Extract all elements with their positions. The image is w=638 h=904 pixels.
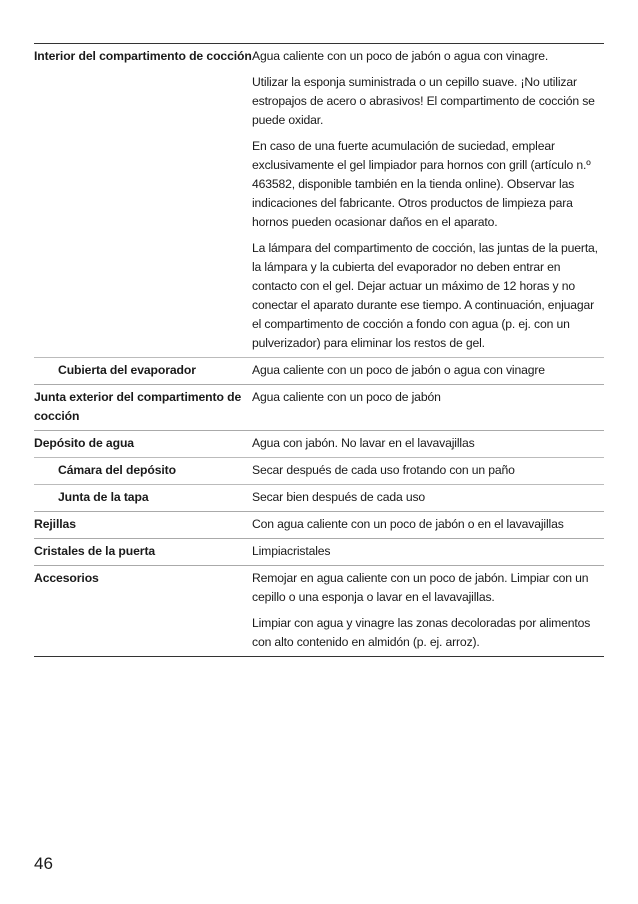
table-row (34, 484, 604, 511)
description-paragraph: Agua con jabón. No lavar en el lavavajillas (252, 436, 475, 450)
description-paragraph: En caso de una fuerte acumulación de suciedad, emplear exclusivamente el gel limpiador para hornos con grill (artículo n.º 463582, disponible también en la tienda online). Observar las indicaciones del fabricante. Otros productos de limpieza para hornos pueden ocasionar daños en el aparato. (252, 139, 591, 229)
row-label: Junta exterior del compartimento de cocción (34, 390, 242, 423)
row-label: Junta de la tapa (58, 490, 149, 504)
row-label: Cristales de la puerta (34, 544, 156, 558)
row-label: Rejillas (34, 517, 76, 531)
page-number: 46 (34, 854, 53, 873)
description-paragraph: Agua caliente con un poco de jabón o agua con vinagre (252, 363, 545, 377)
row-description (252, 388, 604, 426)
description-paragraph: Secar después de cada uso frotando con un paño (252, 463, 515, 477)
row-description (252, 542, 604, 561)
description-paragraph: Utilizar la esponja suministrada o un cepillo suave. ¡No utilizar estropajos de acero o abrasivos! El compartimento de cocción se puede oxidar. (252, 75, 595, 127)
table-row (34, 44, 604, 357)
row-description (252, 461, 604, 480)
row-description (252, 569, 604, 652)
row-label: Depósito de agua (34, 436, 134, 450)
row-label: Cámara del depósito (58, 463, 176, 477)
row-description (252, 47, 604, 353)
description-paragraph: Agua caliente con un poco de jabón o agua con vinagre. (252, 49, 549, 63)
row-description (252, 488, 604, 507)
table-row (34, 384, 604, 430)
description-paragraph: La lámpara del compartimento de cocción, las juntas de la puerta, la lámpara y la cubierta del evaporador no deben entrar en contacto con el gel. Dejar actuar un máximo de 12 horas y no conectar el aparato durante ese tiempo. A continuación, enjuagar el compartimento de cocción a fondo con agua (p. ej. con un pulverizador) para eliminar los restos de gel. (252, 241, 598, 350)
description-paragraph: Remojar en agua caliente con un poco de jabón. Limpiar con un cepillo o una esponja o lavar en el lavavajillas. (252, 571, 589, 604)
table-row (34, 357, 604, 384)
row-label: Cubierta del evaporador (58, 363, 196, 377)
table-row (34, 430, 604, 457)
table-row (34, 511, 604, 538)
description-paragraph: Limpiar con agua y vinagre las zonas decoloradas por alimentos con alto contenido en almidón (p. ej. arroz). (252, 616, 591, 649)
description-paragraph: Secar bien después de cada uso (252, 490, 426, 504)
description-paragraph: Agua caliente con un poco de jabón (252, 390, 441, 404)
row-description (252, 361, 604, 380)
row-description (252, 434, 604, 453)
row-description (252, 515, 604, 534)
description-paragraph: Con agua caliente con un poco de jabón o en el lavavajillas (252, 517, 564, 531)
table-row (34, 538, 604, 565)
cleaning-table (34, 43, 604, 657)
table-row (34, 565, 604, 656)
table-row (34, 457, 604, 484)
row-label: Interior del compartimento de cocción (34, 49, 252, 63)
row-label: Accesorios (34, 571, 99, 585)
description-paragraph: Limpiacristales (252, 544, 331, 558)
